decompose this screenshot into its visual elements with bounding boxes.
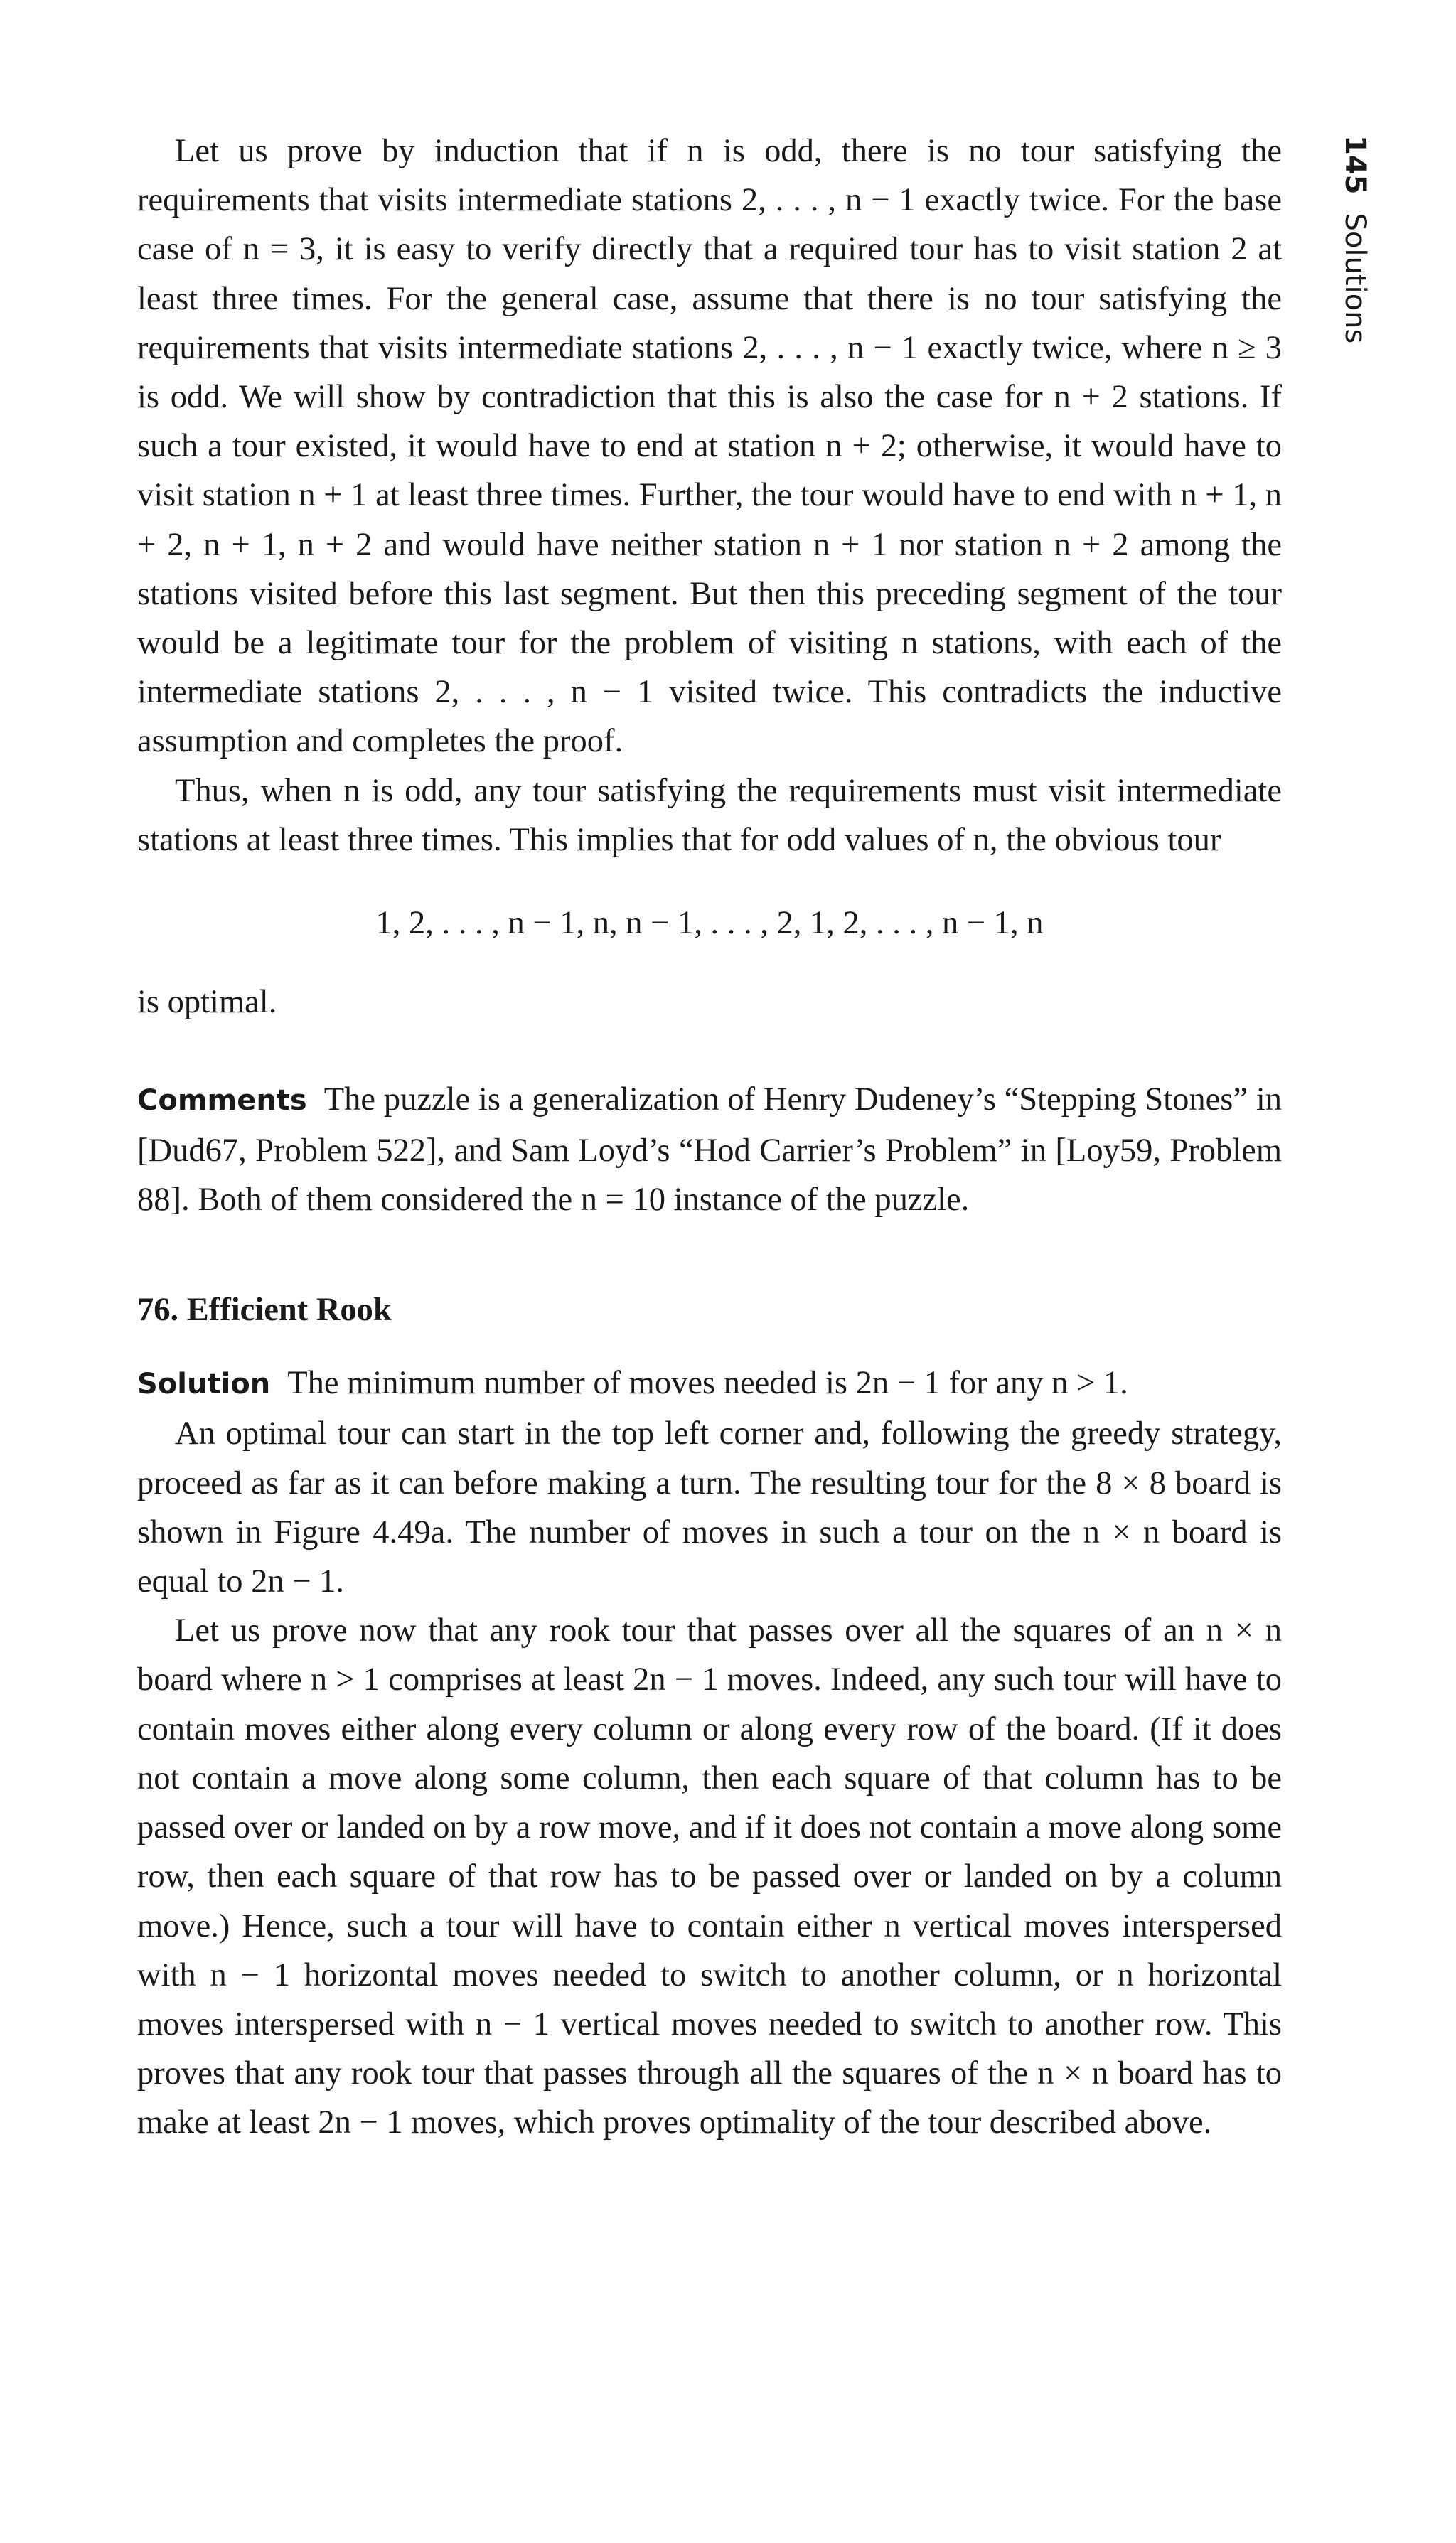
solution-label: Solution [137,1368,271,1401]
solution-text: The minimum number of moves needed is 2n − 1 for any n > 1. [287,1365,1128,1402]
paragraph-odd-conclusion: Thus, when n is odd, any tour satisfying the requirements must visit intermediate stations at least three times. This implies that for odd values of n, the obvious tour [137,772,1282,858]
paragraph-comments [137,1075,1282,1224]
running-head [1337,135,1374,343]
comments-label: Comments [137,1084,307,1118]
running-head-section: Solutions [1339,213,1371,344]
page-number: 145 [1339,135,1371,195]
paragraph-lower-bound-proof: Let us prove now that any rook tour that passes over all the squares of an n × n board where n > 1 comprises at least 2n − 1 moves. Indeed, any such tour will have to contain moves either along every column or along every row of the board. (If it does not contain a move along some column, then each square of that column has to be passed over or landed on by a row move, and if it does not contain a move along some row, then each square of that row has to be passed over or landed on by a column move.) Hence, such a tour will have to contain either n vertical moves interspersed with n − 1 horizontal moves needed to switch to another column, or n horizontal moves interspersed with n − 1 vertical moves needed to switch to another row. This proves that any rook tour that passes through all the squares of the n × n board has to make at least 2n − 1 moves, which proves optimality of the tour described above. [137,1612,1282,2141]
page-body [137,127,1282,2148]
paragraph-solution [137,1359,1282,1409]
display-optimal-tour: 1, 2, . . . , n − 1, n, n − 1, . . . , 2, 1, 2, . . . , n − 1, n [375,905,1044,942]
comments-text: The puzzle is a generalization of Henry Dudeney’s “Stepping Stones” in [Dud67, Problem 522], and Sam Loyd’s “Hod Carrier’s Problem” in [Loy59, Problem 88]. Both of them considered the n = 10 instance of the puzzle. [137,1081,1282,1218]
paragraph-induction-proof: Let us prove by induction that if n is odd, there is no tour satisfying the requirements that visits intermediate stations 2, . . . , n − 1 exactly twice. For the base case of n = 3, it is easy to verify directly that a required tour has to visit station 2 at least three times. For the general case, assume that there is no tour satisfying the requirements that visits intermediate stations 2, . . . , n − 1 exactly twice, where n ≥ 3 is odd. We will show by contradiction that this is also the case for n + 2 stations. If such a tour existed, it would have to end at station n + 2; otherwise, it would have to visit station n + 1 at least three times. Further, the tour would have to end with n + 1, n + 2, n + 1, n + 2 and would have neither station n + 1 nor station n + 2 among the stations visited before this last segment. But then this preceding segment of the tour would be a legitimate tour for the problem of visiting n stations, with each of the intermediate stations 2, . . . , n − 1 visited twice. This contradicts the inductive assumption and completes the proof. [137,133,1282,760]
paragraph-greedy-tour: An optimal tour can start in the top left corner and, following the greedy strategy, proceed as far as it can before making a turn. The resulting tour for the 8 × 8 board is shown in Figure 4.49a. The number of moves in such a tour on the n × n board is equal to 2n − 1. [137,1415,1282,1600]
section-title-efficient-rook: 76. Efficient Rook [137,1292,392,1329]
paragraph-is-optimal: is optimal. [137,984,277,1021]
